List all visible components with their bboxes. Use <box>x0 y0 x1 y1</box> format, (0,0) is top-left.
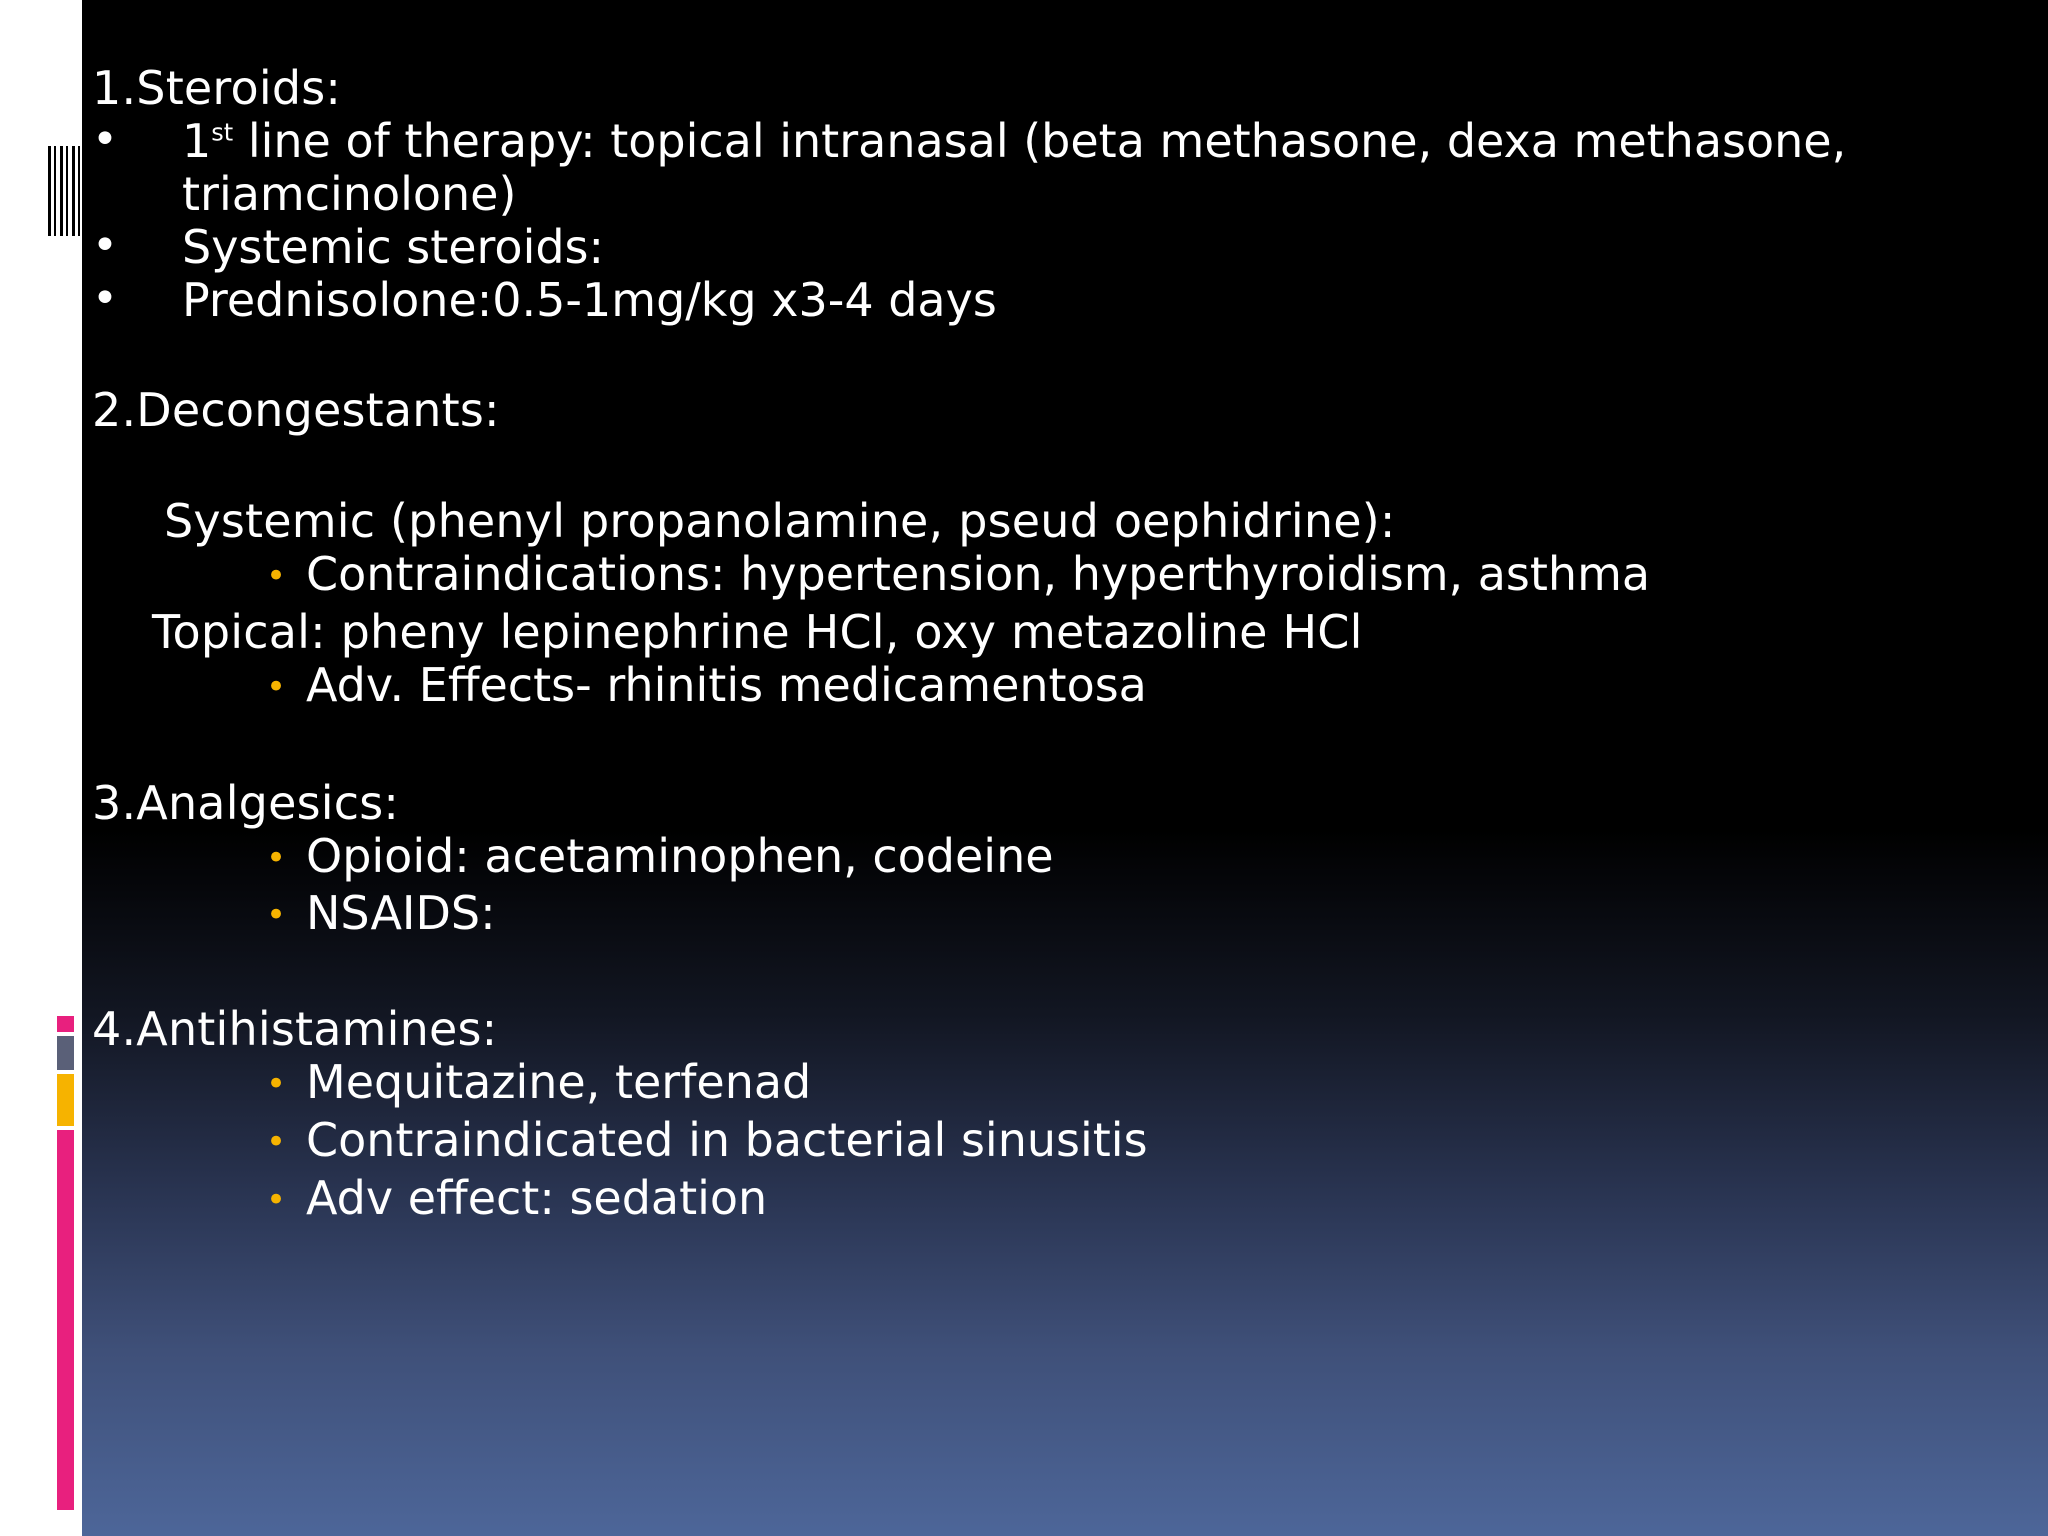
section-decongestants <box>92 384 1992 716</box>
spacer <box>92 326 1992 384</box>
section-title: 3.Analgesics: <box>92 775 400 830</box>
item-text: Adv. Effects- rhinitis medicamentosa <box>306 657 1147 712</box>
item-line-2: triamcinolone) <box>182 166 517 221</box>
item-text: Adv effect: sedation <box>306 1170 768 1225</box>
slide-content <box>92 62 1992 1229</box>
list-item <box>266 1114 1992 1172</box>
item-text: Systemic steroids: <box>182 219 605 274</box>
list-item <box>266 830 1992 888</box>
section-title: 4.Antihistamines: <box>92 1002 498 1057</box>
item-text <box>182 115 1846 221</box>
list-item <box>266 659 1992 717</box>
bullet: • <box>266 666 287 707</box>
barcode-graphic <box>48 146 82 236</box>
accent-bar-pink-long <box>57 1130 74 1510</box>
item-text: Contraindicated in bacterial sinusitis <box>306 1112 1148 1167</box>
item-text: Opioid: acetaminophen, codeine <box>306 828 1054 883</box>
bullet: • <box>266 895 287 936</box>
list-item <box>266 1172 1992 1230</box>
bullet: • <box>92 113 118 165</box>
accent-bar-gray <box>57 1036 74 1070</box>
list-item <box>266 887 1992 945</box>
section-title: 1.Steroids: <box>92 61 342 115</box>
subheading-topical: Topical: pheny lepinephrine HCl, oxy metazoline HCl <box>152 605 1363 660</box>
bullet: • <box>266 1064 287 1105</box>
section-title: 2.Decongestants: <box>92 383 500 438</box>
list-item <box>92 115 1992 221</box>
spacer <box>92 717 1992 777</box>
bullet: • <box>92 272 118 324</box>
left-decoration-strip <box>0 0 82 1536</box>
item-text: NSAIDS: <box>306 886 496 941</box>
subheading-systemic: Systemic (phenyl propanolamine, pseud oephidrine): <box>164 494 1396 549</box>
list-item <box>92 221 1992 274</box>
spacer <box>92 437 1992 495</box>
section-antihistamines <box>92 1003 1992 1229</box>
item-line-1-number: 1 <box>182 113 212 168</box>
section-analgesics <box>92 777 1992 945</box>
accent-bar-pink-top <box>57 1016 74 1032</box>
bullet: • <box>266 1179 287 1220</box>
ordinal-suffix: st <box>211 118 234 147</box>
bullet: • <box>266 556 287 597</box>
list-item <box>266 548 1992 606</box>
item-text: Prednisolone:0.5-1mg/kg x3-4 days <box>182 272 997 327</box>
bullet: • <box>266 1121 287 1162</box>
item-text: Mequitazine, terfenad <box>306 1055 812 1110</box>
item-line-1-rest: line of therapy: topical intranasal (beta methasone, dexa methasone, <box>233 113 1847 168</box>
bullet: • <box>266 837 287 878</box>
accent-bar-orange <box>57 1074 74 1126</box>
bullet: • <box>92 219 118 271</box>
list-item <box>92 274 1992 327</box>
section-steroids <box>92 62 1992 326</box>
item-text: Contraindications: hypertension, hyperthyroidism, asthma <box>306 547 1651 602</box>
spacer <box>92 945 1992 1003</box>
list-item <box>266 1056 1992 1114</box>
